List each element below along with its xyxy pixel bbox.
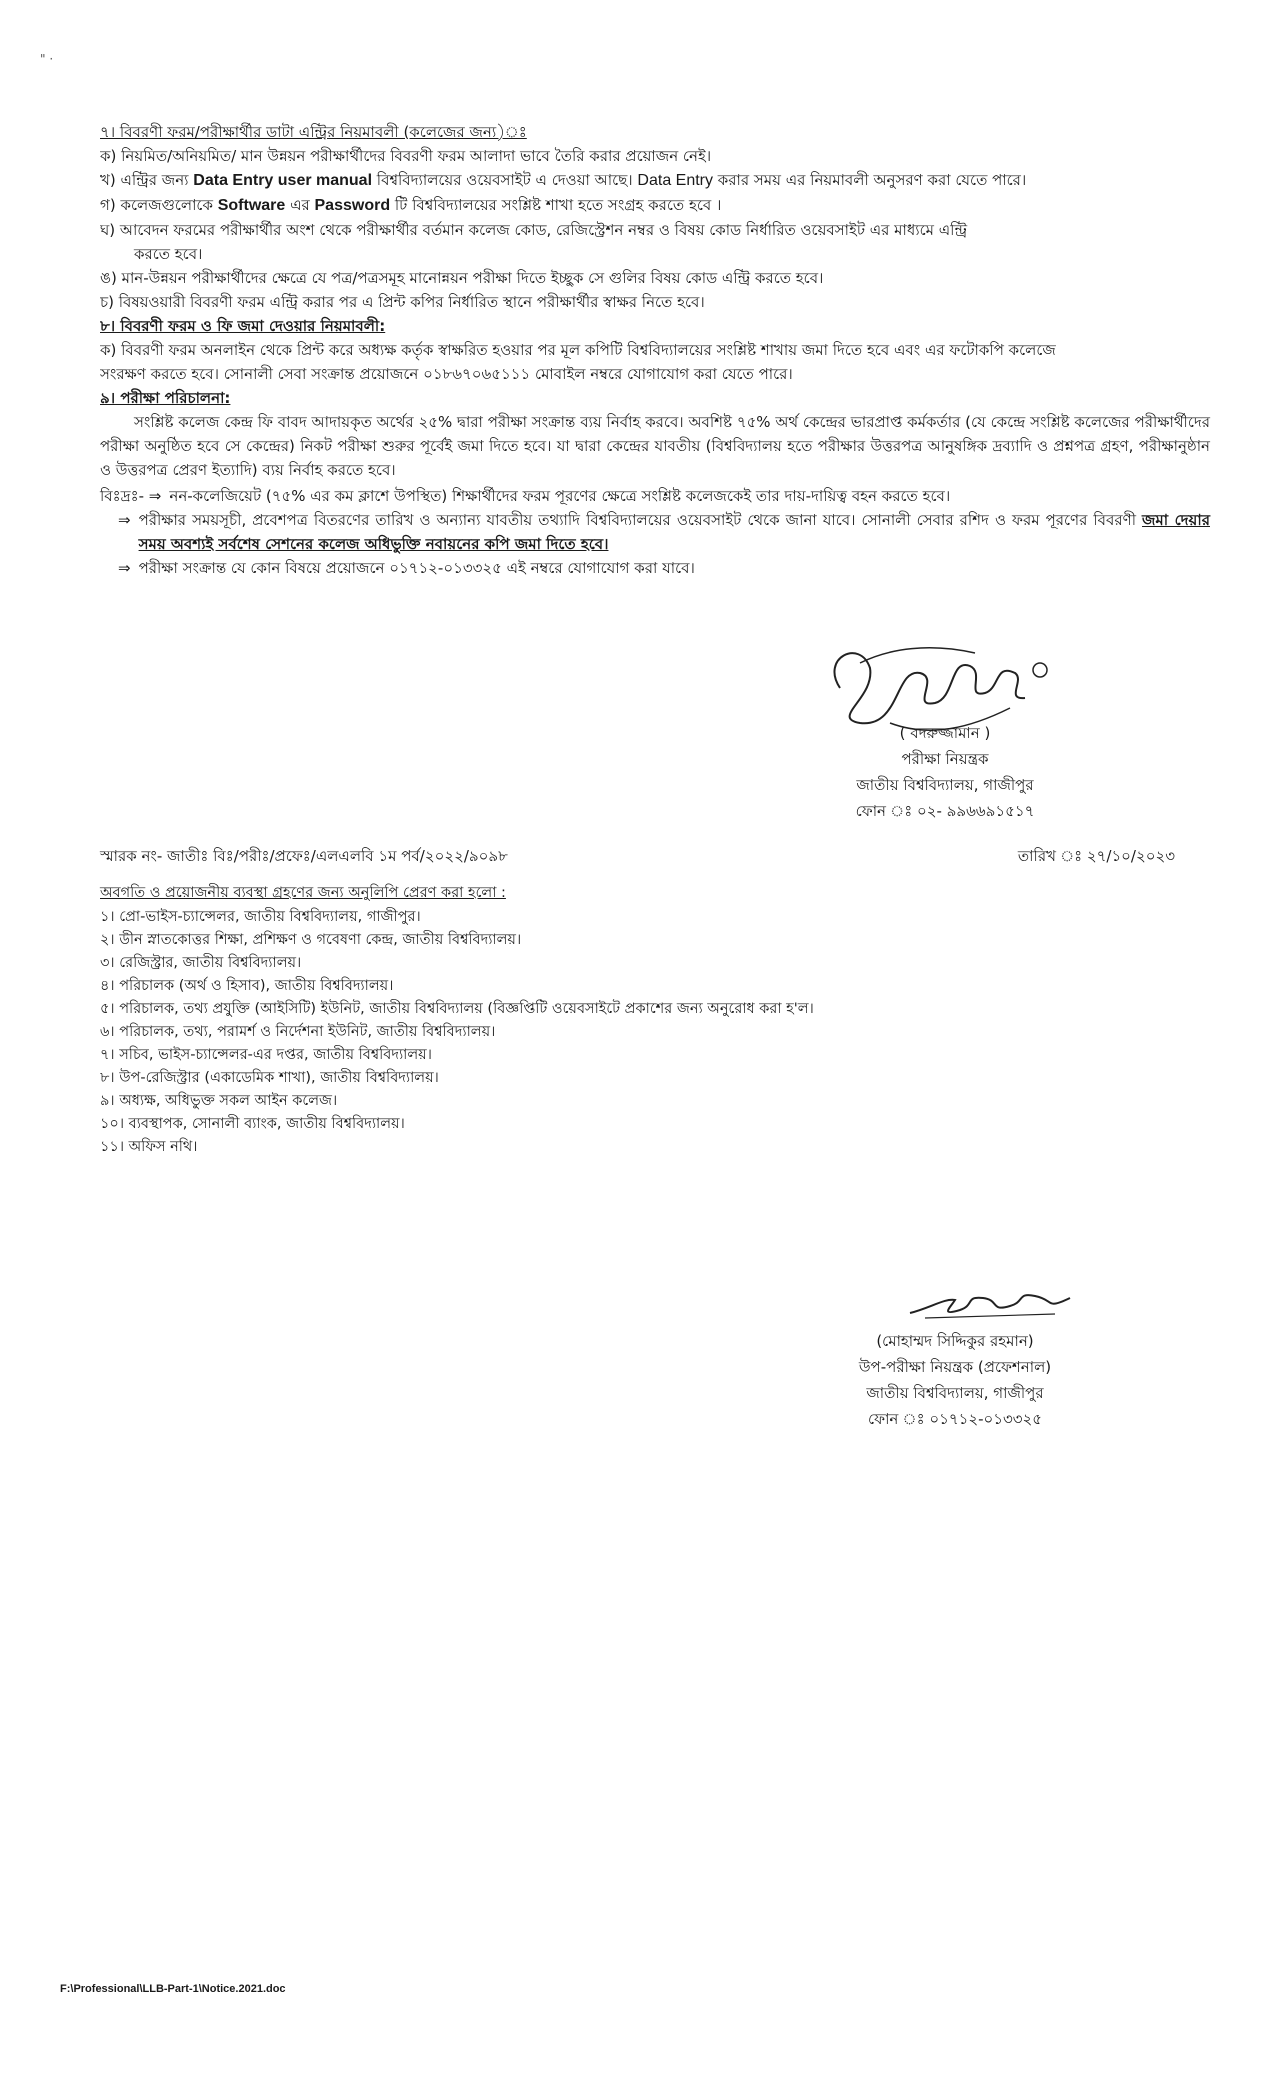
- copy-item: ১১। অফিস নথি।: [100, 1139, 198, 1155]
- section-7-item-kha: [100, 168, 1210, 193]
- section-7-item-ga: [100, 193, 1210, 218]
- kha-latin-2: Data Entry: [637, 172, 714, 189]
- file-path-footer: F:\Professional\LLB-Part-1\Notice.2021.doc: [60, 1983, 286, 1995]
- copy-item: ৬। পরিচালক, তথ্য, পরামর্শ ও নির্দেশনা ইউনিট, জাতীয় বিশ্ববিদ্যালয়।: [100, 1024, 496, 1040]
- ga-post: টি বিশ্ববিদ্যালয়ের সংশ্লিষ্ট শাখা হতে সংগ্রহ করতে হবে ।: [390, 196, 722, 214]
- memo-reference: স্মারক নং- জাতীঃ বিঃ/পরীঃ/প্রফেঃ/এলএলবি ১ম পর্ব/২০২২/৯০৯৮: [100, 847, 508, 865]
- signatory-2-name: (মোহাম্মদ সিদ্দিকুর রহমান): [876, 1332, 1034, 1350]
- section-7-item-uma: ঙ) মান-উন্নয়ন পরীক্ষার্থীদের ক্ষেত্রে যে পত্র/পত্রসমূহ মানোন্নয়ন পরীক্ষা দিতে ইচ্ছুক সে গুলির বিষয় কোড এন্ট্রি করতে হবে।: [100, 269, 824, 287]
- kha-latin-1: Data Entry user manual: [193, 172, 373, 189]
- note-3: [100, 556, 1210, 580]
- kha-post: করার সময় এর নিয়মাবলী অনুসরণ করা যেতে পারে।: [713, 171, 1027, 189]
- signatory-1-phone: ফোন ঃ ০২- ৯৯৬৬৯১৫১৭: [855, 802, 1035, 820]
- note-2-text: [139, 508, 1210, 556]
- section-8-line2: সংরক্ষণ করতে হবে। সোনালী সেবা সংক্রান্ত প্রয়োজনে ০১৮৬৭০৬৫১১১ মোবাইল নম্বরে যোগাযোগ করা যেতে পারে।: [100, 365, 793, 383]
- signatory-2: [830, 1328, 1080, 1432]
- note-2: [100, 508, 1210, 556]
- copy-item: ৫। পরিচালক, তথ্য প্রযুক্তি (আইসিটি) ইউনিট, জাতীয় বিশ্ববিদ্যালয় (বিজ্ঞপ্তিটি ওয়েবসাইটে প্রকাশের জন্য অনুরোধ করা হ'ল।: [100, 1001, 814, 1017]
- signatory-1-name: ( বদরুজ্জামান ): [899, 724, 991, 742]
- signature-2-image: [905, 1278, 1085, 1328]
- signatory-2-title: উপ-পরীক্ষা নিয়ন্ত্রক (প্রফেশনাল): [858, 1358, 1052, 1376]
- section-8-heading-text: ৮। বিবরণী ফরম ও ফি জমা দেওয়ার নিয়মাবলী:: [100, 317, 386, 335]
- copy-distribution: [100, 880, 1100, 1159]
- copy-item: ৩। রেজিস্ট্রার, জাতীয় বিশ্ববিদ্যালয়।: [100, 955, 302, 971]
- note-2-plain: পরীক্ষার সময়সূচী, প্রবেশপত্র বিতরণের তারিখ ও অন্যান্য যাবতীয় তথ্যাদি বিশ্ববিদ্যালয়ের ওয়েবসাইট থেকে জানা যাবে। সোনালী সেবার রশিদ ও ফরম পূরণের বিবরণী: [138, 511, 1143, 529]
- section-8-heading: [100, 314, 1210, 338]
- section-7-item-gha-line1: ঘ) আবেদন ফরমের পরীক্ষার্থীর অংশ থেকে পরীক্ষার্থীর বর্তমান কলেজ কোড, রেজিস্ট্রেশন নম্বর ও বিষয় কোড নির্ধারিত ওয়েবসাইট এর মাধ্যমে এন্ট্রি: [100, 221, 968, 239]
- copy-item: ৪। পরিচালক (অর্থ ও হিসাব), জাতীয় বিশ্ববিদ্যালয়।: [100, 978, 394, 994]
- note-1: [100, 484, 1210, 508]
- section-9-heading: [100, 386, 1210, 410]
- section-9-paragraph: সংশ্লিষ্ট কলেজ কেন্দ্র ফি বাবদ আদায়কৃত অর্থের ২৫% দ্বারা পরীক্ষা সংক্রান্ত ব্যয় নির্বাহ করবে। অবশিষ্ট ৭৫% অর্থ কেন্দ্রের ভারপ্রাপ্ত কর্মকর্তার (যে কেন্দ্রে সংশ্লিষ্ট কলেজের পরীক্ষার্থীদের পরীক্ষা অনুষ্ঠিত হবে সে কেন্দ্রের) নিকট পরীক্ষা শুরুর পূর্বেই জমা দিতে হবে। যা দ্বারা কেন্দ্রের যাবতীয় (বিশ্ববিদ্যালয় হতে পরীক্ষার উত্তরপত্র আনুষঙ্গিক দ্রব্যাদি ও প্রশ্নপত্র গ্রহণ, পরীক্ষানুষ্ঠান ও উত্তরপত্র প্রেরণ ইত্যাদি) ব্যয় নির্বাহ করতে হবে।: [100, 413, 1210, 479]
- copy-item: ২। ডীন স্নাতকোত্তর শিক্ষা, প্রশিক্ষণ ও গবেষণা কেন্দ্র, জাতীয় বিশ্ববিদ্যালয়।: [100, 932, 522, 948]
- note-3-arrow-icon: ⇒: [118, 559, 131, 577]
- copy-item: ১০। ব্যবস্থাপক, সোনালী ব্যাংক, জাতীয় বিশ্ববিদ্যালয়।: [100, 1116, 405, 1132]
- ga-mid: এর: [285, 196, 315, 214]
- section-7-item-cha: চ) বিষয়ওয়ারী বিবরণী ফরম এন্ট্রি করার পর এ প্রিন্ট কপির নির্ধারিত স্থানে পরীক্ষার্থীর স্বাক্ষর নিতে হবে।: [100, 293, 705, 311]
- copy-item: ৯। অধ্যক্ষ, অধিভুক্ত সকল আইন কলেজ।: [100, 1093, 338, 1109]
- copy-item: ৮। উপ-রেজিস্ট্রার (একাডেমিক শাখা), জাতীয় বিশ্ববিদ্যালয়।: [100, 1070, 439, 1086]
- ga-pre: গ) কলেজগুলোকে: [100, 196, 218, 214]
- section-8-line1: ক) বিবরণী ফরম অনলাইন থেকে প্রিন্ট করে অধ্যক্ষ কর্তৃক স্বাক্ষরিত হওয়ার পর মূল কপিটি বিশ্ববিদ্যালয়ের সংশ্লিষ্ট শাখায় জমা দিতে হবে এবং এর ফটোকপি কলেজে: [100, 341, 1056, 359]
- ga-latin-1: Software: [217, 197, 286, 214]
- ga-latin-2: Password: [314, 197, 391, 214]
- kha-mid: বিশ্ববিদ্যালয়ের ওয়েবসাইট এ দেওয়া আছে।: [372, 171, 638, 189]
- signatory-1: [830, 720, 1060, 824]
- section-7-item-ka: ক) নিয়মিত/অনিয়মিত/ মান উন্নয়ন পরীক্ষার্থীদের বিবরণী ফরম আলাদা ভাবে তৈরি করার প্রয়োজন নেই।: [100, 147, 712, 165]
- note-1-text: নন-কলেজিয়েট (৭৫% এর কম ক্লাশে উপস্থিত) শিক্ষার্থীদের ফরম পূরণের ক্ষেত্রে সংশ্লিষ্ট কলেজকেই তার দায়-দায়িত্ব বহন করতে হবে।: [169, 487, 951, 505]
- signatory-2-org: জাতীয় বিশ্ববিদ্যালয়, গাজীপুর: [866, 1384, 1044, 1402]
- section-9-heading-text: ৯। পরীক্ষা পরিচালনা:: [100, 389, 231, 407]
- memo-row: [100, 845, 1175, 870]
- note-2-underlined: জমা দেয়ার সময় অবশ্যই সর্বশেষ সেশনের কলেজ অধিভুক্তি নবায়নের কপি জমা দিতে হবে।: [138, 511, 1210, 553]
- note-2-arrow-icon: ⇒: [118, 511, 131, 529]
- note-label: বিঃদ্রঃ- ⇒: [100, 487, 162, 505]
- copy-item: ১। প্রো-ভাইস-চ্যান্সেলর, জাতীয় বিশ্ববিদ্যালয়, গাজীপুর।: [100, 909, 421, 925]
- section-7-heading: [100, 120, 1210, 144]
- memo-date: তারিখ ঃ ২৭/১০/২০২৩: [1017, 847, 1175, 865]
- signatory-1-title: পরীক্ষা নিয়ন্ত্রক: [901, 750, 989, 768]
- signatory-1-org: জাতীয় বিশ্ববিদ্যালয়, গাজীপুর: [856, 776, 1034, 794]
- scan-specks: " ·: [40, 52, 54, 66]
- note-3-text: পরীক্ষা সংক্রান্ত যে কোন বিষয়ে প্রয়োজনে ০১৭১২-০১৩৩২৫ এই নম্বরে যোগাযোগ করা যাবে।: [138, 559, 695, 577]
- copy-item: ৭। সচিব, ভাইস-চ্যান্সেলর-এর দপ্তর, জাতীয় বিশ্ববিদ্যালয়।: [100, 1047, 432, 1063]
- notice-body: [100, 120, 1210, 580]
- section-7-heading-text: ৭। বিবরণী ফরম/পরীক্ষার্থীর ডাটা এন্ট্রির নিয়মাবলী (কলেজের জন্য)ঃ: [100, 123, 527, 141]
- kha-pre: খ) এন্ট্রির জন্য: [100, 171, 194, 189]
- section-7-item-gha-line2: করতে হবে।: [134, 245, 203, 263]
- signatory-2-phone: ফোন ঃ ০১৭১২-০১৩৩২৫: [868, 1410, 1042, 1428]
- copy-distribution-title: অবগতি ও প্রয়োজনীয় ব্যবস্থা গ্রহণের জন্য অনুলিপি প্রেরণ করা হলো :: [100, 885, 506, 901]
